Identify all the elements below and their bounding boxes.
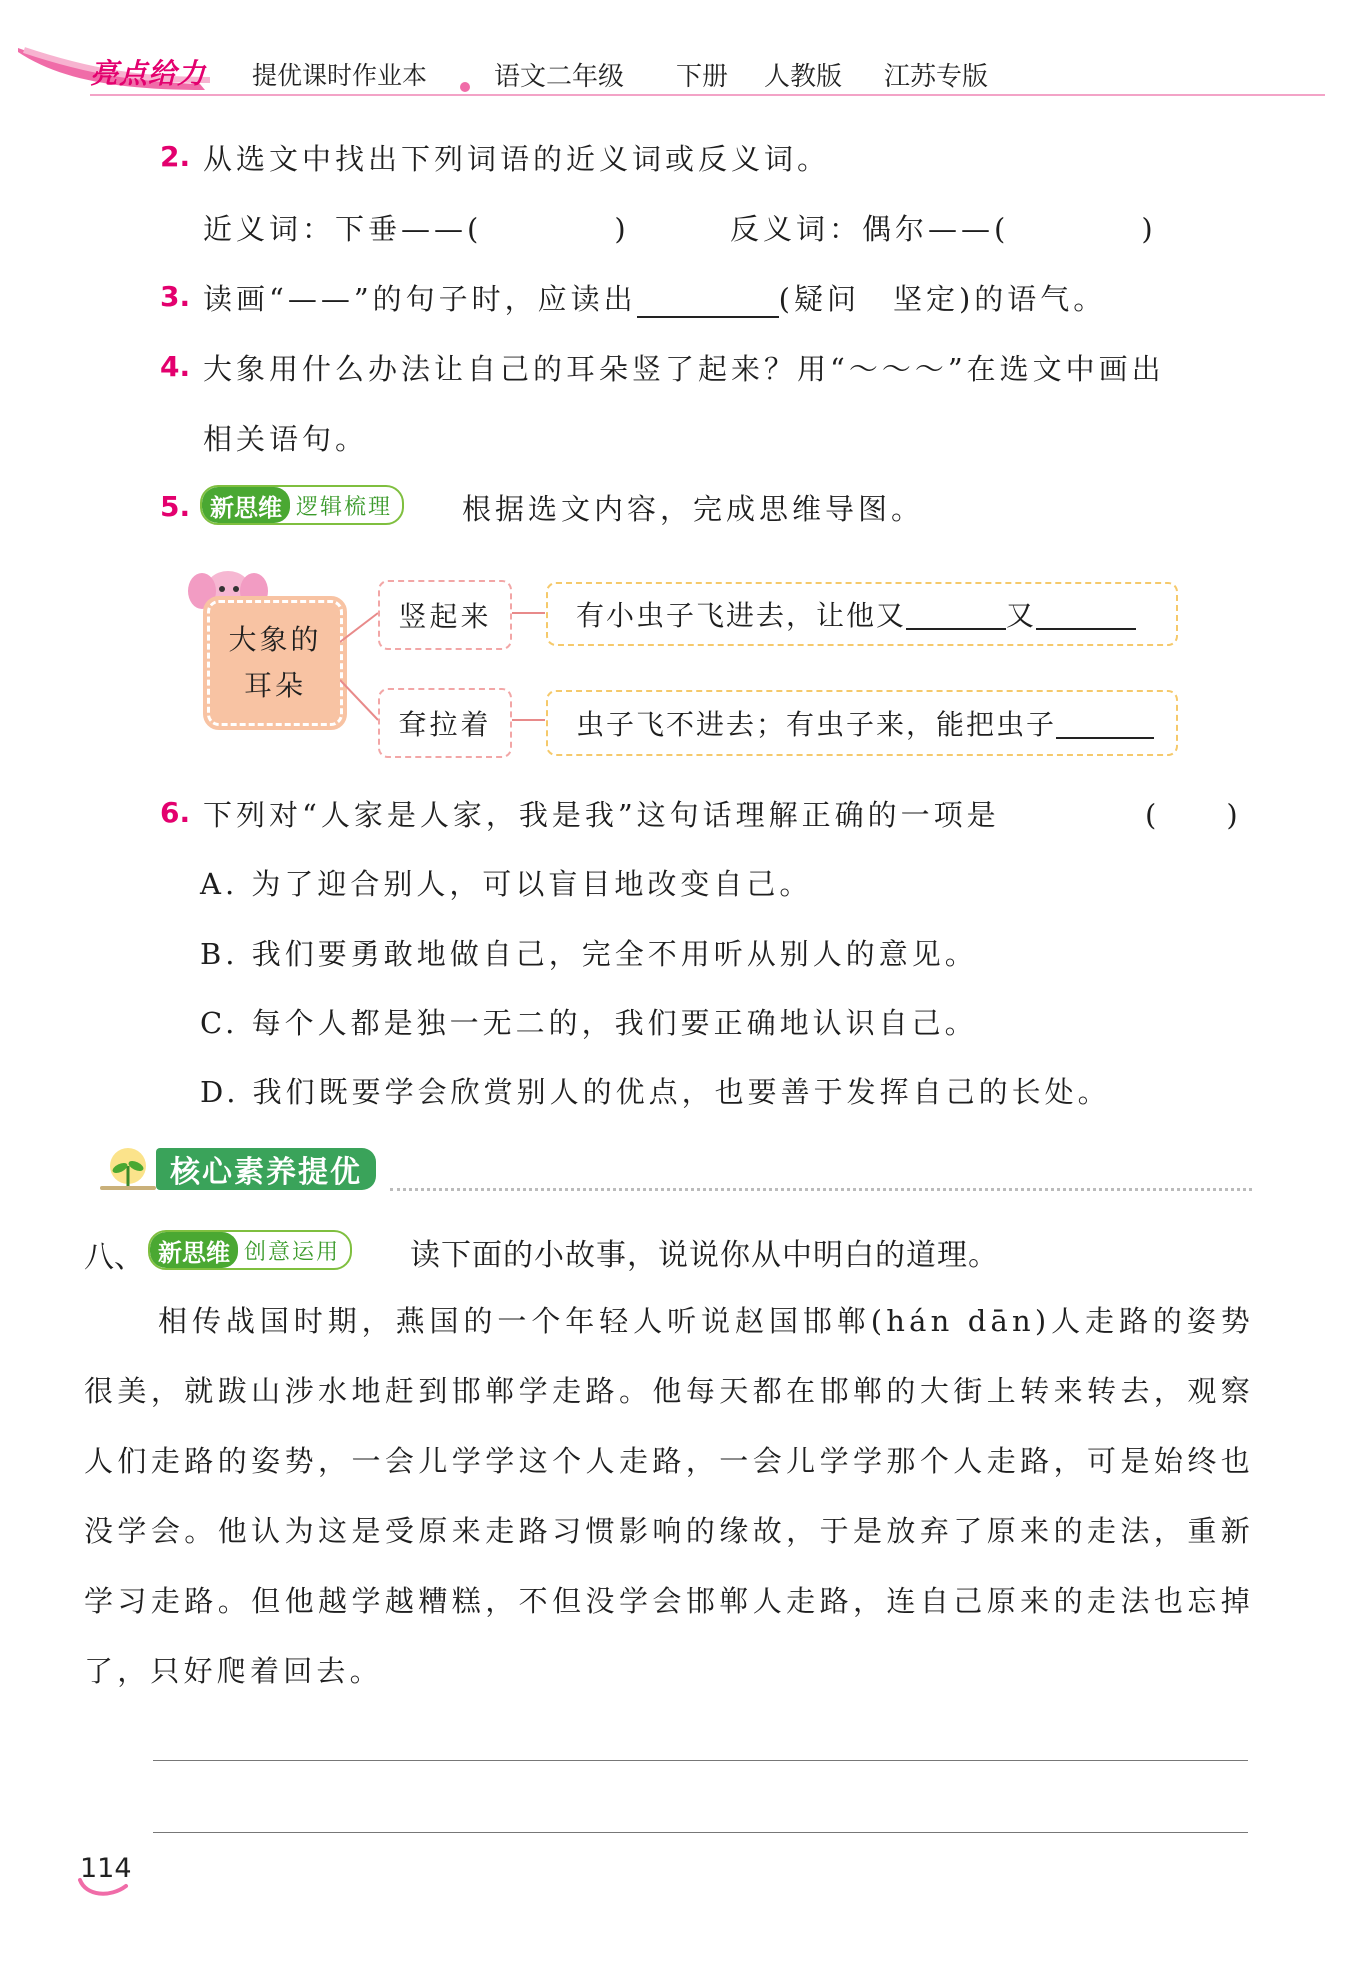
tag-sub-label: 逻辑梳理 [296, 494, 393, 520]
mindmap-branch-1: 竖起来 [378, 580, 512, 650]
question-3-number: 3. [160, 280, 191, 313]
header-volume: 下册 [676, 62, 729, 92]
answer-line-1[interactable] [153, 1760, 1248, 1761]
section-banner [100, 1148, 376, 1190]
section-divider [390, 1188, 1252, 1191]
question-3-text: 读画“——”的句子时，应读出 (疑问 坚定)的语气。 [203, 282, 1107, 316]
question-2-synonym: 近义词：下垂——( ) [203, 212, 630, 246]
question-4-line1: 大象用什么办法让自己的耳朵竖了起来？用“～～～”在选文中画出 [203, 352, 1165, 386]
mindmap-branch-1-detail: 有小虫子飞进去，让他又 又 [546, 582, 1178, 646]
option-d: D. 我们既要学会欣赏别人的优点，也要善于发挥自己的长处。 [200, 1075, 1111, 1109]
header-divider [90, 94, 1325, 96]
option-b: B. 我们要勇敢地做自己，完全不用听从别人的意见。 [200, 937, 978, 971]
question-5-number: 5. [160, 490, 191, 523]
question-8-tag [148, 1230, 352, 1270]
answer-line-2[interactable] [153, 1832, 1248, 1833]
header-edition: 人教版 [764, 62, 843, 92]
brand-logo: 亮点给力 [90, 57, 207, 90]
header-subject: 语文二年级 [494, 62, 625, 92]
header-region: 江苏专版 [884, 62, 989, 92]
question-5-tag [200, 485, 404, 525]
question-5-text: 根据选文内容，完成思维导图。 [462, 492, 925, 526]
question-4-number: 4. [160, 350, 191, 383]
tag-sub-label: 创意运用 [244, 1239, 341, 1265]
tag-main-label: 新思维 [202, 487, 290, 523]
tag-main-label: 新思维 [150, 1232, 238, 1268]
question-8-number: 八、 [84, 1240, 144, 1275]
option-a: A. 为了迎合别人，可以盲目地改变自己。 [200, 867, 813, 901]
question-6-answer-paren[interactable]: ( ) [1145, 798, 1242, 832]
header-subtitle: 提优课时作业本 [252, 61, 428, 90]
question-2-text: 从选文中找出下列词语的近义词或反义词。 [203, 142, 831, 176]
question-6-text: 下列对“人家是人家，我是我”这句话理解正确的一项是 [203, 798, 1000, 832]
question-6-number: 6. [160, 796, 191, 829]
option-c: C. 每个人都是独一无二的，我们要正确地认识自己。 [200, 1006, 978, 1040]
mindmap-branch-2-detail: 虫子飞不进去；有虫子来，能把虫子 [546, 690, 1178, 756]
section-title: 核心素养提优 [156, 1148, 376, 1190]
header-dot [460, 82, 470, 92]
question-2-antonym: 反义词：偶尔——( ) [730, 212, 1157, 246]
page-number: 114 [80, 1853, 132, 1884]
mindmap-blank-1[interactable] [906, 598, 1006, 630]
mindmap-blank-2[interactable] [1036, 598, 1136, 630]
mindmap-root: 大象的 耳朵 [207, 600, 343, 726]
mindmap-branch-2: 耷拉着 [378, 688, 512, 758]
question-2-number: 2. [160, 140, 191, 173]
question-3-blank[interactable] [637, 286, 779, 318]
question-4-line2: 相关语句。 [203, 422, 369, 456]
story-paragraph: 相传战国时期，燕国的一个年轻人听说赵国邯郸(hán dān)人走路的姿势很美，就跋山涉水地赶到邯郸学走路。他每天都在邯郸的大街上转来转去，观察人们走路的姿势，一会儿学学这个人走路，一会儿学学那个人走路，可是始终也没学会。他认为这是受原来走路习惯影响的缘故，于是放弃了原来的走法，重新学习走路。但他越学越糟糕，不但没学会邯郸人走路，连自己原来的走法也忘掉了，只好爬着回去。 [84, 1304, 1254, 1688]
question-8-text: 读下面的小故事，说说你从中明白的道理。 [410, 1238, 999, 1273]
mindmap-blank-3[interactable] [1056, 707, 1154, 739]
